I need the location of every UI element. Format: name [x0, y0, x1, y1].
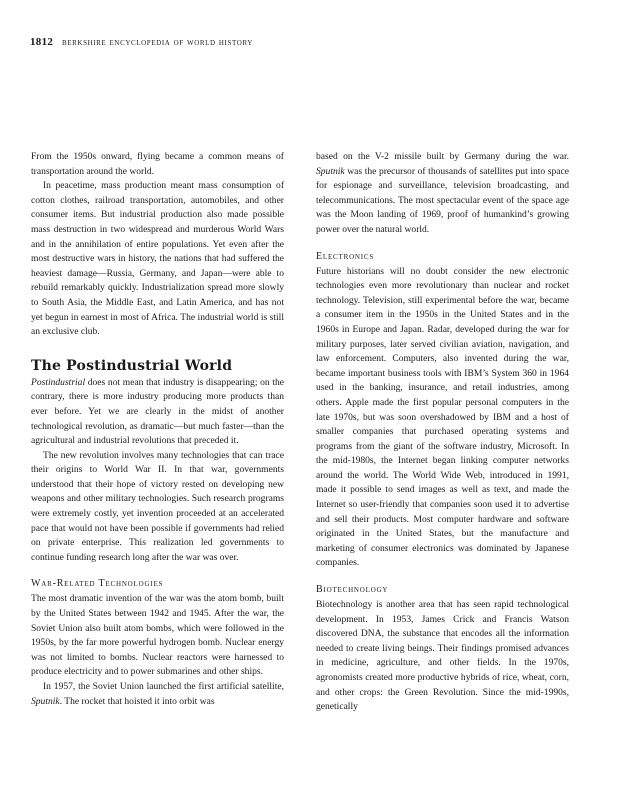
- text-run: In 1957, the Soviet Union launched the first artificial satellite,: [43, 681, 284, 692]
- running-title: berkshire encyclopedia of world history: [62, 37, 253, 48]
- paragraph: [316, 150, 569, 238]
- subsection-heading: Electronics: [316, 250, 375, 262]
- text-run: does not mean that industry is disappearing; on the contrary, there is more industry producing more products than ever before. Yet we are clearly in the midst of another technological revolution, as dramatic—but much faster—than the agricultural and industrial revolutions that preceded it.: [31, 376, 284, 447]
- paragraph: Future historians will no doubt consider the new electronic technologies even more revolutionary than nuclear and rocket technology. Television, still experimental before the war, became a consumer item in the 1950s in the United States and in the 1960s in Europe and Japan. Radar, developed during the war for military purposes, later served civilian aviation, navigation, and law enforcement. Computers, also invented during the war, became important business tools with IBM’s System 360 in 1964 used in the banking, insurance, and retail industries, among others. Apple made the first popular personal computers in the late 1970s, but was soon overshadowed by IBM and a host of smaller companies that purchased operating systems and programs from the giant of the software industry, Microsoft. In the mid-1980s, the Internet began linking computer networks around the world. The World Wide Web, introduced in 1991, made it possible to send images as well as text, and made the Internet so user-friendly that companies soon used it to advertise and sell their products. Most computer hardware and software originated in the United States, but the manufacture and marketing of consumer electronics was dominated by Japanese companies.: [316, 265, 569, 569]
- emphasis: Sputnik: [316, 165, 345, 177]
- page-header: [30, 36, 590, 48]
- text-run: based on the V-2 missile built by Germany during the war.: [316, 151, 569, 162]
- paragraph: [31, 680, 284, 709]
- subsection-heading: Biotechnology: [316, 584, 389, 596]
- paragraph: The new revolution involves many technologies that can trace their origins to World War II. In that war, governments understood that their hope of victory rested on developing new weapons and other military technologies. Such research programs were extremely costly, yet invention proceeded at an accelerated pace that would not have been possible if governments had relied on private enterprise. This realization led governments to continue funding research long after the war was over.: [31, 449, 284, 563]
- paragraph: Biotechnology is another area that has seen rapid technological development. In 1953, James Crick and Francis Watson discovered DNA, the substance that encodes all the information needed to create living beings. Their findings promised advances in medicine, agriculture, and other fields. In the 1970s, agronomists created more productive hybrids of rice, wheat, corn, and other crops: the Green Revolution. Since the mid-1990s, genetically: [316, 599, 569, 713]
- right-column: [316, 150, 569, 715]
- emphasis: Postindustrial: [31, 376, 86, 388]
- page-number: 1812: [30, 36, 54, 48]
- text-run: was the precursor of thousands of satellites put into space for espionage and surveillance, television broadcasting, and telecommunications. The most spectacular event of the space age was the Moon landing of 1969, proof of humankind’s growing power over the natural world.: [316, 165, 569, 235]
- subsection-heading: War-Related Technologies: [31, 578, 164, 590]
- emphasis: Sputnik: [31, 695, 60, 707]
- text-run: . The rocket that hoisted it into orbit was: [59, 695, 215, 707]
- paragraph: In peacetime, mass production meant mass consumption of cotton clothes, railroad transportation, automobiles, and other consumer items. But industrial production also made possible mass destruction in two widespread and murderous World Wars and in the annihilation of entire populations. Yet even after the most destructive wars in history, the nations that had suffered the heaviest damage—Russia, Germany, and Japan—were able to rebuild remarkably quickly. Industrialization spread more slowly to South Asia, the Middle East, and Latin America, and has not yet begun in earnest in most of Africa. The industrial world is still an exclusive club.: [31, 180, 284, 338]
- left-column: [31, 150, 284, 709]
- paragraph: The most dramatic invention of the war was the atom bomb, built by the United States between 1942 and 1945. After the war, the Soviet Union also built atom bombs, which were followed in the 1950s, by the far more powerful hydrogen bomb. Nuclear energy was not limited to bombs. Nuclear reactors were harnessed to produce electricity and to power submarines and other ships.: [31, 593, 284, 678]
- section-heading: The Postindustrial World: [31, 357, 233, 374]
- paragraph: [31, 376, 284, 449]
- paragraph: From the 1950s onward, flying became a common means of transportation around the world.: [31, 151, 284, 177]
